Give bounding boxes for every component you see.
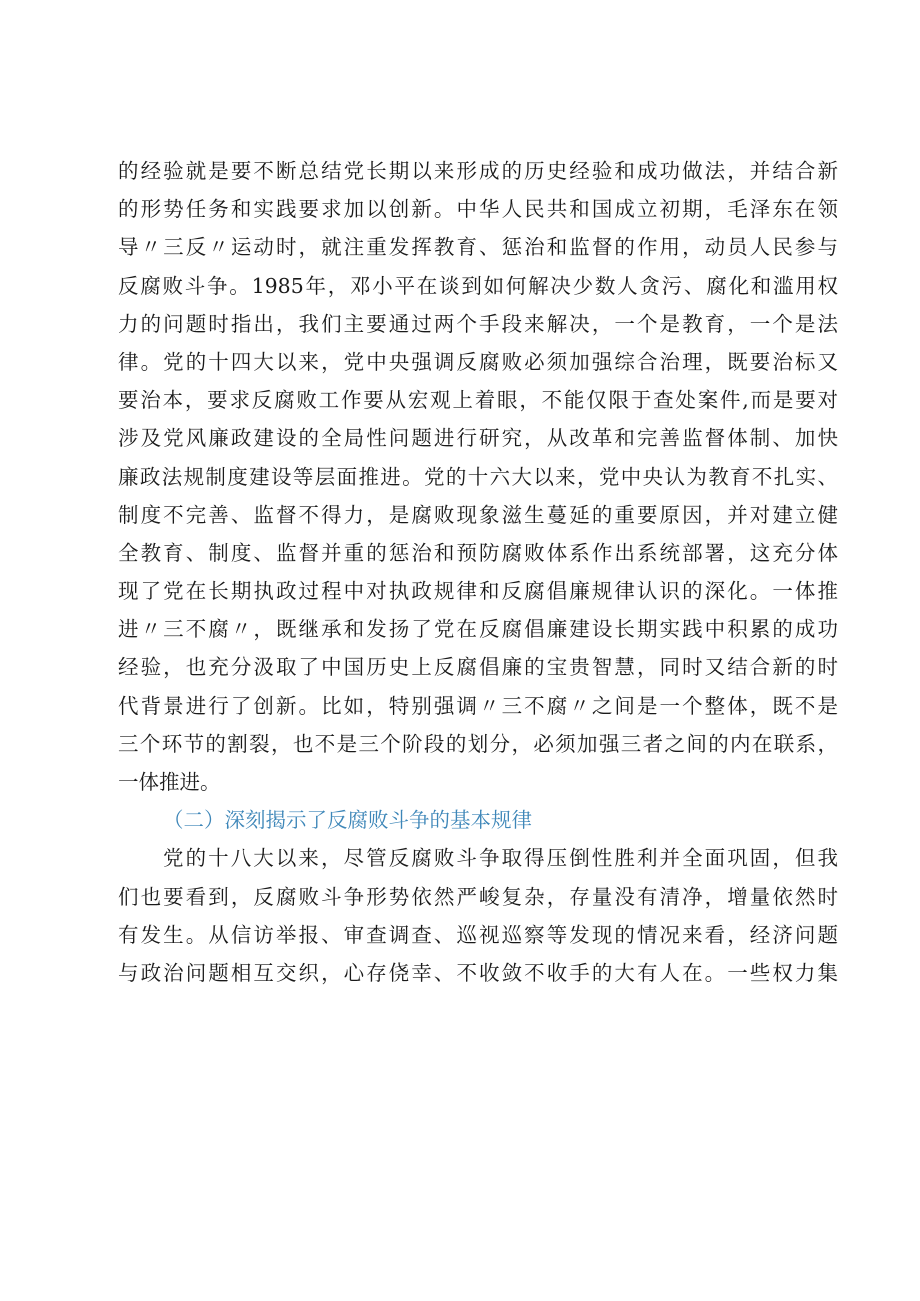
section-heading (118, 801, 838, 839)
text-line: 的形势任务和实践要求加以创新。中华人民共和国成立初期，毛泽东在领 (118, 197, 838, 222)
text-line: 代背景进行了创新。比如，特别强调〃三不腐〃之间是一个整体，既不是 (118, 693, 838, 718)
text-line: 们也要看到，反腐败斗争形势依然严峻复杂，存量没有清净，增量依然时 (118, 884, 838, 909)
text-line: 律。党的十四大以来，党中央强调反腐败必须加强综合治理，既要治标又 (118, 349, 838, 374)
text-line: 涉及党风廉政建设的全局性问题进行研究，从改革和完善监督体制、加快 (118, 426, 838, 451)
text-line: 力的问题时指出，我们主要通过两个手段来解决，一个是教育，一个是法 (118, 311, 838, 336)
text-line: 要治本，要求反腐败工作要从宏观上着眼，不能仅限于查处案件,而是要对 (118, 388, 838, 413)
text-line: 反腐败斗争。1985年，邓小平在谈到如何解决少数人贪污、腐化和滥用权 (118, 273, 838, 298)
paragraph-historical-experience (118, 152, 838, 801)
text-line: 现了党在长期执政过程中对执政规律和反腐倡廉规律认识的深化。一体推 (118, 579, 838, 604)
text-line: 全教育、制度、监督并重的惩治和预防腐败体系作出系统部署，这充分体 (118, 540, 838, 565)
text-line: 经验，也充分汲取了中国历史上反腐倡廉的宝贵智慧，同时又结合新的时 (118, 655, 838, 680)
text-line: 党的十八大以来，尽管反腐败斗争取得压倒性胜利并全面巩固，但我 (163, 846, 838, 871)
text-line: 一体推进。 (118, 770, 221, 794)
text-line: 与政治问题相互交织，心存侥幸、不收敛不收手的大有人在。一些权力集 (118, 960, 838, 985)
text-line: 进〃三不腐〃，既继承和发扬了党在反腐倡廉建设长期实践中积累的成功 (118, 617, 838, 642)
text-line: 有发生。从信访举报、审查调查、巡视巡察等发现的情况来看，经济问题 (118, 922, 838, 947)
text-line: 的经验就是要不断总结党长期以来形成的历史经验和成功做法，并结合新 (118, 159, 838, 183)
document-body (118, 152, 838, 992)
text-line: 导〃三反〃运动时，就注重发挥教育、惩治和监督的作用，动员人民参与 (118, 235, 838, 260)
text-line: 三个环节的割裂，也不是三个阶段的划分，必须加强三者之间的内在联系， (118, 731, 838, 756)
text-line: 制度不完善、监督不得力，是腐败现象滋生蔓延的重要原因，并对建立健 (118, 502, 838, 527)
text-line: 廉政法规制度建设等层面推进。党的十六大以来，党中央认为教育不扎实、 (118, 464, 838, 489)
section-heading-text: （二）深刻揭示了反腐败斗争的基本规律 (163, 808, 532, 833)
paragraph-struggle-situation (118, 839, 838, 992)
